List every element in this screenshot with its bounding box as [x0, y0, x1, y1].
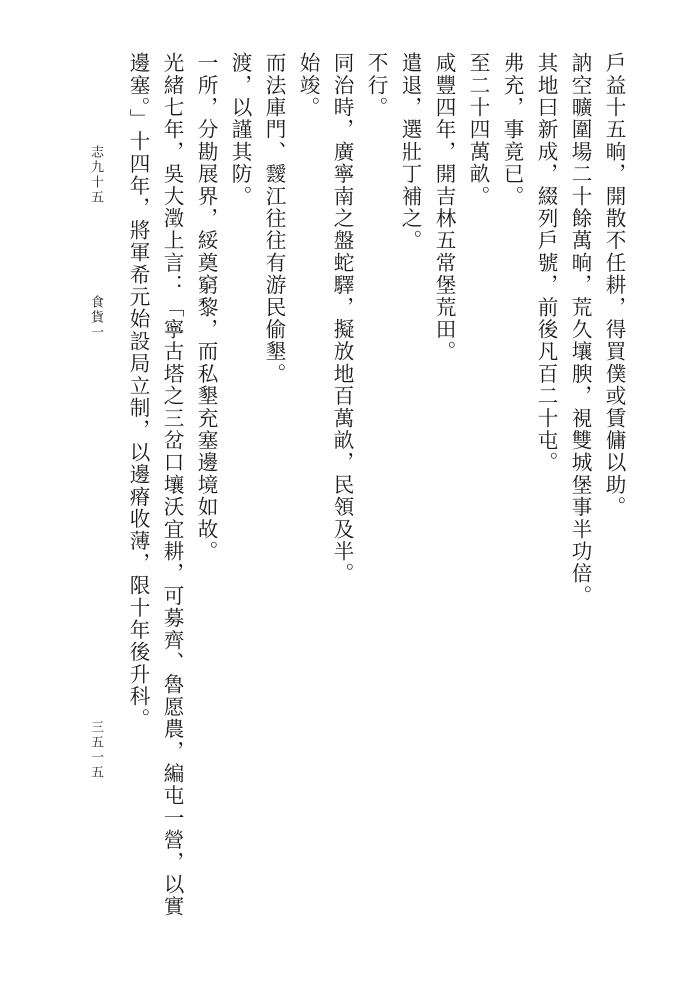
running-header-volume: 志九十五 [88, 145, 103, 205]
text-column-10: 始竣。 [296, 52, 320, 119]
text-column-1: 戶益十五晌，開散不任耕，得買僕或賃傭以助。 [602, 52, 626, 519]
text-column-5: 至二十四萬畝。 [466, 52, 490, 208]
text-column-9: 同治時，廣寧南之盤蛇驛，擬放地百萬畝，民領及半。 [330, 52, 354, 585]
text-column-8: 不行。 [364, 52, 388, 119]
running-header-section: 食貨一 [88, 295, 103, 340]
text-column-6: 咸豐四年，開吉林五常堡荒田。 [432, 52, 456, 363]
text-column-12: 渡，以謹其防。 [228, 52, 252, 208]
text-column-14: 光緒七年，吳大澂上言：「寧古塔之三岔口壤沃宜耕，可募齊、魯愿農，編屯一營，以實 [160, 52, 184, 918]
text-column-15: 邊塞。」十四年，將軍希元始設局立制，以邊瘠收薄，限十年後升科。 [126, 52, 150, 730]
text-column-7: 遣退，選壯丁補之。 [398, 52, 422, 252]
text-column-11: 而法庫門、靉江往往有游民偷墾。 [262, 52, 286, 385]
text-column-2: 訥空曠圍場二十餘萬晌，荒久壤腴，視雙城堡事半功倍。 [568, 52, 592, 607]
page-number: 三五一五 [88, 720, 103, 780]
text-column-13: 一所，分勘展界，綏奠窮黎，而私墾充塞邊境如故。 [194, 52, 218, 563]
text-column-3: 其地曰新成，綴列戶號，前後凡百二十屯。 [534, 52, 558, 474]
text-column-4: 弗充，事竟已。 [500, 52, 524, 208]
